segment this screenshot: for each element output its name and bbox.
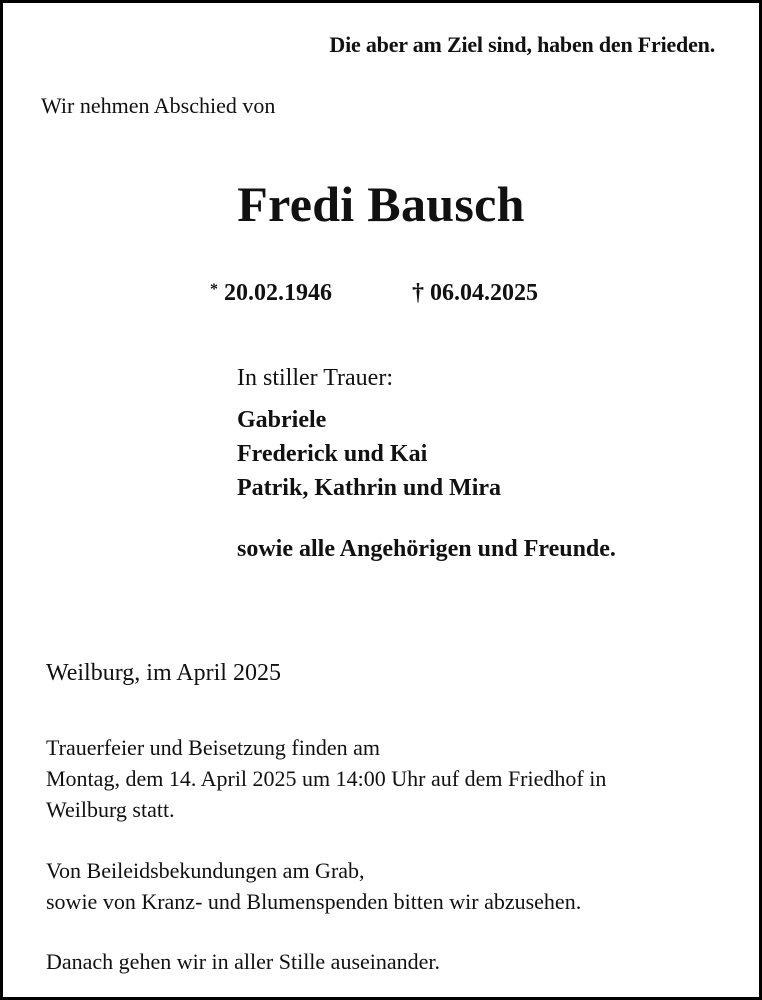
funeral-info-line: Montag, dem 14. April 2025 um 14:00 Uhr auf dem Friedhof in bbox=[46, 766, 607, 791]
condolence-info bbox=[46, 855, 581, 917]
funeral-info-line: Weilburg statt. bbox=[46, 797, 175, 822]
relatives-line: sowie alle Angehörigen und Freunde. bbox=[237, 536, 616, 562]
closing-text: Danach gehen wir in aller Stille auseinander. bbox=[46, 949, 441, 974]
mourning-label: In stiller Trauer: bbox=[237, 365, 393, 391]
funeral-info bbox=[46, 732, 606, 825]
intro-text: Wir nehmen Abschied von bbox=[41, 93, 276, 118]
deceased-name: Fredi Bausch bbox=[237, 176, 525, 232]
mourner-name: Frederick und Kai bbox=[237, 441, 428, 467]
mourners-list bbox=[237, 403, 501, 505]
death-date-value: 06.04.2025 bbox=[430, 280, 538, 306]
birth-date bbox=[210, 280, 332, 307]
death-date bbox=[412, 280, 538, 307]
birth-date-value: 20.02.1946 bbox=[224, 280, 332, 306]
condolence-info-line: sowie von Kranz- und Blumenspenden bitten wir abzusehen. bbox=[46, 889, 582, 914]
mourner-name: Patrik, Kathrin und Mira bbox=[237, 475, 502, 501]
death-cross-icon: † bbox=[412, 280, 424, 306]
motto-quote: Die aber am Ziel sind, haben den Frieden. bbox=[329, 32, 715, 57]
funeral-info-line: Trauerfeier und Beisetzung finden am bbox=[46, 735, 380, 760]
mourner-name: Gabriele bbox=[237, 407, 327, 433]
place-date: Weilburg, im April 2025 bbox=[46, 660, 281, 686]
condolence-info-line: Von Beileidsbekundungen am Grab, bbox=[46, 858, 365, 883]
birth-star-icon: * bbox=[210, 281, 218, 298]
